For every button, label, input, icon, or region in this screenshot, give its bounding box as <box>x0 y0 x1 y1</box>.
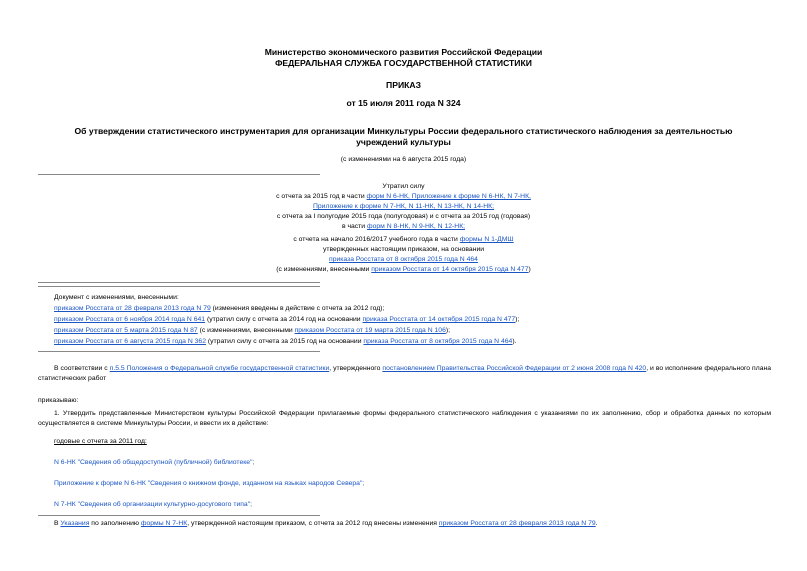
change-text: (изменения введены в действие с отчета за 2012 год); <box>210 305 385 312</box>
form-6nk-link[interactable]: N 6-НК "Сведения об общедоступной (публичной) библиотеке"; <box>54 459 255 466</box>
body-text: В соответствии с <box>54 365 110 372</box>
body-text: , утвержденной настоящим приказом, с отчета за 2012 год внесены изменения <box>187 520 439 527</box>
lost-force-text: в части <box>341 223 367 230</box>
change-link[interactable]: приказом Росстата от 5 марта 2015 года N 87 <box>54 327 198 334</box>
lost-force-line6 <box>0 235 807 245</box>
lost-force-text: с отчета за 2015 год в части <box>276 193 367 200</box>
lost-force-line5 <box>0 222 807 232</box>
ministry-name: Министерство экономического развития Российской Федерации <box>264 47 543 57</box>
forms-link-4[interactable]: формы N 1-ДМШ <box>459 236 514 243</box>
lost-force-text: с отчета на начало 2016/2017 учебного года в части <box>293 236 460 243</box>
change-text: ); <box>515 316 520 323</box>
body-text: , и во исполнение федерального плана статистических работ <box>38 365 772 382</box>
regulation-link[interactable]: п.5.5 Положения о Федеральной службе государственной статистики <box>109 365 330 372</box>
body-text: В <box>54 520 61 527</box>
change-row <box>54 326 450 336</box>
change-row <box>54 315 519 325</box>
change-link[interactable]: приказом Росстата от 28 февраля 2013 года N 79 <box>54 305 211 312</box>
order-464-link[interactable]: приказа Росстата от 8 октября 2015 года N 464 <box>329 256 478 263</box>
doc-title-line2: учреждений культуры <box>356 137 451 147</box>
change-row <box>54 337 516 347</box>
item-1-paragraph: 1. Утвердить представленные Министерством культуры Российской Федерации прилагаемые формы федерального статистического наблюдения с указаниями по их заполнению, сбор и обработка данных по которым осуществляется в системе Минкультуры России, и ввести их в действие: <box>38 410 771 427</box>
body-text: . <box>595 520 598 527</box>
change-link[interactable]: приказом Росстата от 6 ноября 2014 года N 641 <box>54 316 206 323</box>
divider <box>38 351 320 352</box>
doc-date-number: от 15 июля 2011 года N 324 <box>346 98 461 108</box>
service-name: ФЕДЕРАЛЬНАЯ СЛУЖБА ГОСУДАРСТВЕННОЙ СТАТИСТИКИ <box>275 58 532 68</box>
government-decree-link[interactable]: постановлением Правительства Российской Федерации от 2 июня 2008 года N 420 <box>382 365 647 372</box>
lost-force-line3 <box>0 202 807 212</box>
order-79-link[interactable]: приказом Росстата от 28 февраля 2013 года N 79 <box>438 520 596 527</box>
order-word: приказываю: <box>38 397 79 404</box>
divider <box>38 286 320 287</box>
lost-force-text: ) <box>528 266 531 273</box>
body-text: по заполнению <box>89 520 141 527</box>
divider <box>38 174 320 175</box>
form-6nk-appendix-link[interactable]: Приложение к форме N 6-НК "Сведения о книжном фонде, изданном на языках народов Севера"; <box>54 480 365 487</box>
change-text: ); <box>445 327 451 334</box>
doc-title-line1: Об утверждении статистического инструментария для организации Минкультуры России федерального статистического наблюдения за деятельностью <box>74 126 733 136</box>
divider <box>38 282 320 283</box>
change-row <box>54 304 384 314</box>
preamble-paragraph <box>38 364 771 384</box>
change-link[interactable]: приказа Росстата от 14 октября 2015 года N 477 <box>362 316 516 323</box>
change-text: ). <box>512 338 517 345</box>
lost-force-line2 <box>0 192 807 202</box>
change-text: (с изменениями, внесенными <box>197 327 295 334</box>
lost-force-text: (с изменениями, внесенными <box>276 266 372 273</box>
lost-force-line8 <box>0 255 807 265</box>
forms-link-2[interactable]: Приложение к форме N 7-НК, N 11-НК, N 13-НК, N 14-НК; <box>313 203 494 210</box>
change-text: (утратил силу с отчета за 2015 год на основании <box>206 338 364 345</box>
amended-note: (с изменениями на 6 августа 2015 года) <box>340 156 467 163</box>
change-link[interactable]: приказом Росстата от 19 марта 2015 года N 106 <box>294 327 446 334</box>
lost-force-line9 <box>0 265 807 275</box>
divider <box>38 515 320 516</box>
changes-intro: Документ с изменениями, внесенными: <box>54 294 179 301</box>
forms-link-1[interactable]: форм N 6-НК, Приложение к форме N 6-НК, N 7-НК, <box>366 193 531 200</box>
form-7nk-link[interactable]: N 7-НК "Сведения об организации культурно-досугового типа"; <box>54 501 253 508</box>
change-text: (утратил силу с отчета за 2014 год на основании <box>205 316 363 323</box>
instructions-link[interactable]: Указания <box>60 520 90 527</box>
change-link[interactable]: приказом Росстата от 6 августа 2015 года N 362 <box>54 338 206 345</box>
lost-force-label: Утратил силу <box>382 183 425 190</box>
change-link[interactable]: приказа Росстата от 8 октября 2015 года N 464 <box>363 338 513 345</box>
lost-force-line7: утвержденных настоящим приказом, на основании <box>322 246 485 253</box>
doc-type: ПРИКАЗ <box>386 80 421 90</box>
annual-forms-heading: годовые с отчета за 2011 год: <box>54 438 147 445</box>
lost-force-line4: с отчета за I полугодие 2015 года (полугодовая) и с отчета за 2015 год (годовая) <box>276 213 531 220</box>
form-7nk-ref-link[interactable]: формы N 7-НК <box>140 520 188 527</box>
order-477-link[interactable]: приказом Росстата от 14 октября 2015 года N 477 <box>371 266 529 273</box>
note-paragraph <box>54 519 598 529</box>
forms-link-3[interactable]: форм N 8-НК, N 9-НК, N 12-НК; <box>366 223 466 230</box>
body-text: , утвержденного <box>329 365 383 372</box>
